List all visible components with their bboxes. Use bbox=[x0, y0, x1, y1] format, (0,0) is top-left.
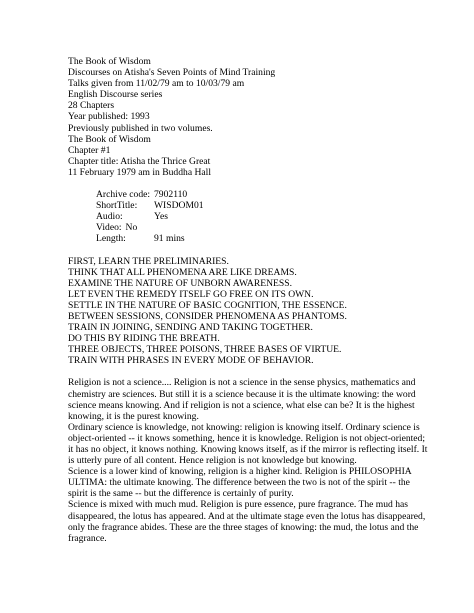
body-paragraph: Science is a lower kind of knowing, religion is a higher kind. Religion is PHILOSOPHIA ULTIMA: the ultimate knowing. The difference between the two is not of the spirit -- the spirit is the same -- but the difference is certainly of purity. bbox=[68, 466, 412, 500]
sutra-line: EXAMINE THE NATURE OF UNBORN AWARENESS. bbox=[68, 277, 292, 289]
year-published: Year published: 1993 bbox=[68, 111, 150, 123]
discourse-body bbox=[68, 377, 431, 543]
sutra-line: FIRST, LEARN THE PRELIMINARIES. bbox=[68, 255, 229, 267]
archive-value: 91 mins bbox=[154, 233, 185, 245]
chapter-count: 28 Chapters bbox=[68, 100, 115, 112]
archive-key: Length: bbox=[96, 233, 126, 245]
archive-row bbox=[96, 200, 434, 211]
discourse-subtitle: Discourses on Atisha's Seven Points of Mind Training bbox=[68, 67, 276, 79]
archive-value: 7902110 bbox=[154, 189, 188, 201]
sutra-line: THINK THAT ALL PHENOMENA ARE LIKE DREAMS. bbox=[68, 266, 297, 278]
archive-key: ShortTitle: bbox=[96, 200, 138, 212]
sutra-list bbox=[68, 256, 434, 367]
book-title-repeat: The Book of Wisdom bbox=[68, 133, 151, 145]
archive-row bbox=[96, 189, 434, 200]
chapter-title: Chapter title: Atisha the Thrice Great bbox=[68, 155, 211, 167]
series-name: English Discourse series bbox=[68, 89, 163, 101]
archive-value: Yes bbox=[154, 211, 168, 223]
sutra-line: SETTLE IN THE NATURE OF BASIC COGNITION, THE ESSENCE. bbox=[68, 299, 347, 311]
body-paragraph: Ordinary science is knowledge, not knowing: religion is knowing itself. Ordinary science is object-oriented -- it knows something, hence it is knowledge. Religion is not object-oriented; it has no object, it knows nothing. Knowing knows itself, as if the mirror is reflecting itself. It is utterly pure of all content. Hence religion is not knowledge but knowing. bbox=[68, 421, 428, 467]
archive-row bbox=[96, 211, 434, 222]
archive-key: Audio: bbox=[96, 211, 123, 223]
archive-value: No bbox=[125, 222, 138, 234]
body-paragraph: Science is mixed with much mud. Religion is pure essence, pure fragrance. The mud has disappeared, the lotus has appeared. And at the ultimate stage even the lotus has disappeared, only the fragrance abides. These are the three stages of knowing: the mud, the lotus and the fragrance. bbox=[68, 499, 426, 544]
body-paragraph: Religion is not a science.... Religion is not a science in the sense physics, mathematics and chemistry are sciences. But still it is a science because it is the ultimate knowing: the word science means knowing. And if religion is not a science, what else can be? It is the highest knowing, it is the purest knowing. bbox=[68, 377, 416, 422]
sutra-line: LET EVEN THE REMEDY ITSELF GO FREE ON ITS OWN. bbox=[68, 288, 314, 300]
talk-date-location: 11 February 1979 am in Buddha Hall bbox=[68, 166, 211, 178]
archive-row bbox=[96, 233, 434, 244]
sutra-line: TRAIN WITH PHRASES IN EVERY MODE OF BEHAVIOR. bbox=[68, 355, 314, 367]
chapter-number: Chapter #1 bbox=[68, 144, 111, 156]
header-block bbox=[68, 56, 434, 178]
sutra-line: TRAIN IN JOINING, SENDING AND TAKING TOGETHER. bbox=[68, 322, 313, 334]
talk-dates: Talks given from 11/02/79 am to 10/03/79 am bbox=[68, 78, 245, 90]
sutra-line: BETWEEN SESSIONS, CONSIDER PHENOMENA AS PHANTOMS. bbox=[68, 310, 347, 322]
archive-value: WISDOM01 bbox=[154, 200, 204, 212]
archive-key: Video: bbox=[96, 222, 122, 234]
archive-row bbox=[96, 222, 434, 233]
publication-note: Previously published in two volumes. bbox=[68, 122, 213, 134]
sutra-line: DO THIS BY RIDING THE BREATH. bbox=[68, 333, 220, 345]
archive-key: Archive code: bbox=[96, 189, 151, 201]
sutra-line: THREE OBJECTS, THREE POISONS, THREE BASES OF VIRTUE. bbox=[68, 344, 342, 356]
book-title: The Book of Wisdom bbox=[68, 56, 151, 67]
archive-info bbox=[96, 189, 434, 244]
